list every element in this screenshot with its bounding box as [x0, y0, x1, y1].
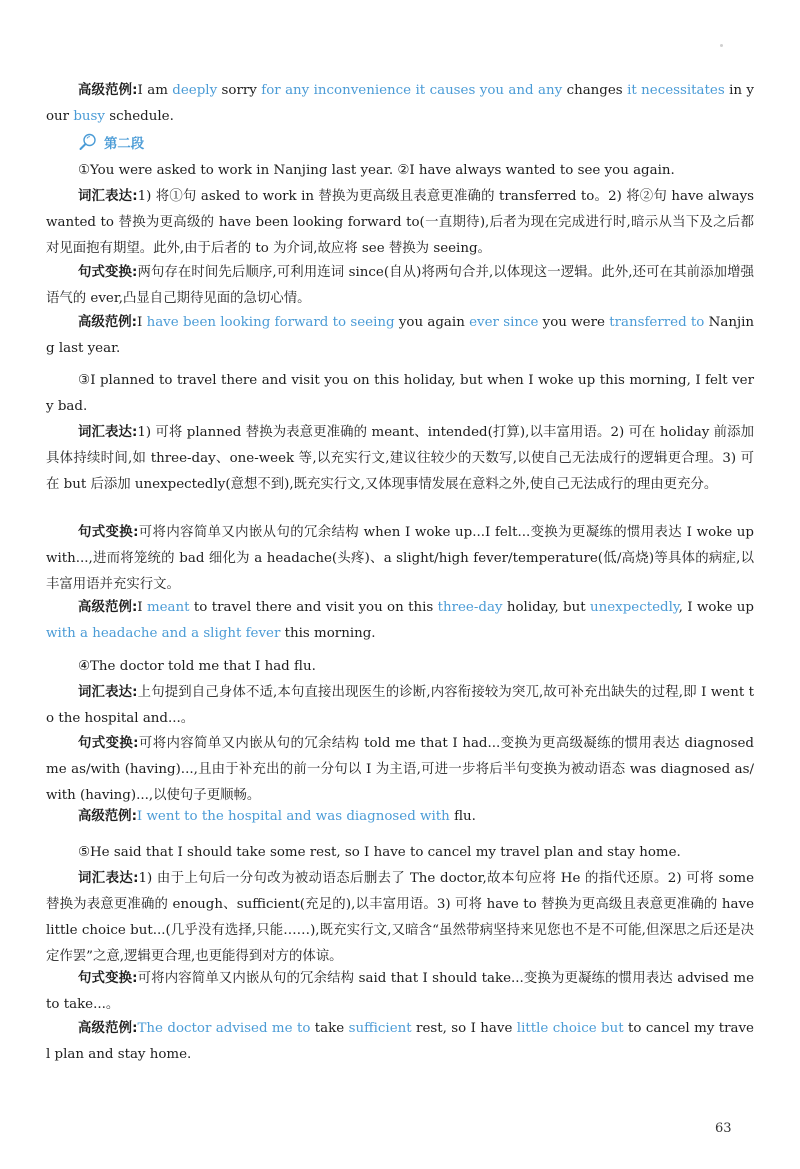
- plain-phrase: schedule.: [104, 109, 174, 124]
- page-number: 63: [715, 1121, 732, 1136]
- highlighted-phrase: three-day: [437, 600, 503, 615]
- highlighted-phrase: little choice but: [516, 1021, 624, 1036]
- example-block-4: 高级范例:I went to the hospital and was diagnosed with flu.: [78, 809, 476, 824]
- highlighted-phrase: have been looking forward to seeing: [146, 315, 395, 330]
- vocab-block-3: 词汇表达:1) 可将 planned 替换为表意更准确的 meant、intended(打算),以丰富用语。2) 可在 holiday 前添加具体持续时间,如 three-day、one-week 等,以充实行文,建议往较少的天数写,以使自己无法成行的逻辑更合理。3) 可在 but 后添加 unexpectedly(意想不到),既充实行文,又体现事情发展在意料之外,使自己无法成行的理由更充分。: [46, 425, 754, 492]
- label-example: 高级范例: [78, 83, 133, 98]
- syntax-block-5: 句式变换:可将内容简单又内嵌从句的冗余结构 said that I should take...变换为更凝练的惯用表达 advised me to take...。: [46, 971, 755, 1012]
- highlighted-phrase: with a headache and a slight fever: [46, 626, 281, 641]
- example-text: [46, 315, 754, 356]
- example-block-3: 高级范例:I meant to travel there and visit you on this three-day holiday, but unexpectedly, I woke up with a headache and a slight fever this morning.: [46, 600, 755, 641]
- highlighted-phrase: it necessitates: [627, 83, 725, 98]
- syntax-text: 可将内容简单又内嵌从句的冗余结构 told me that I had...变换为更高级凝练的惯用表达 diagnosed me as/with (having)...,且由于补充出的前一分句以 I 为主语,可进一步将后半句变换为被动语态 was diagnosed as/with (having)...,以使句子更顺畅。: [46, 736, 755, 803]
- highlighted-phrase: meant: [146, 600, 190, 615]
- label-vocab: 词汇表达: [78, 189, 133, 204]
- label-example: 高级范例: [78, 315, 132, 330]
- syntax-block-3: 句式变换:可将内容简单又内嵌从句的冗余结构 when I woke up...I felt...变换为更凝练的惯用表达 I woke up with...,进而将笼统的 bad 细化为 a headache(头疼)、a slight/high fever/temperature(低/高烧)等具体的病症,以丰富用语并充实行文。: [46, 525, 754, 592]
- plain-phrase: rest, so I have: [411, 1021, 517, 1036]
- plain-phrase: changes: [562, 83, 628, 98]
- plain-phrase: , I woke up: [678, 600, 755, 615]
- vocab-text: 1) 可将 planned 替换为表意更准确的 meant、intended(打算),以丰富用语。2) 可在 holiday 前添加具体持续时间,如 three-day、one-week 等,以充实行文,建议往较少的天数写,以使自己无法成行的逻辑更合理。3) 可在 but 后添加 unexpectedly(意想不到),既充实行文,又体现事情发展在意料之外,使自己无法成行的理由更充分。: [46, 425, 754, 492]
- vocab-block-4: 词汇表达:上句提到自己身体不适,本句直接出现医生的诊断,内容衔接较为突兀,故可补充出缺失的过程,即 I went to the hospital and...。: [46, 685, 755, 726]
- vocab-text: 1) 由于上句后一分句改为被动语态后删去了 The doctor,故本句应将 He 的指代还原。2) 可将 some 替换为表意更准确的 enough、sufficient(充足的),以丰富用语。3) 可将 have to 替换为更高级且表意更准确的 have little choice but...(几乎没有选择,只能……),既充实行文,又暗含“虽然带病坚持来见您也不是不可能,但深思之后还是决定作罢”之意,逻辑更合理,也更能得到对方的体谅。: [46, 871, 754, 964]
- highlighted-phrase: deeply: [172, 83, 218, 98]
- plain-phrase: to cancel my travel plan and stay home.: [46, 1021, 754, 1062]
- highlighted-phrase: busy: [73, 109, 105, 124]
- label-example: 高级范例: [78, 809, 132, 824]
- highlighted-phrase: sufficient: [348, 1021, 412, 1036]
- plain-phrase: sorry: [217, 83, 262, 98]
- plain-phrase: you were: [538, 315, 610, 330]
- source-sentence-4: ④The doctor told me that I had flu.: [78, 659, 316, 674]
- vocab-text: 上句提到自己身体不适,本句直接出现医生的诊断,内容衔接较为突兀,故可补充出缺失的过程,即 I went to the hospital and...。: [46, 685, 755, 726]
- vocab-text: 1) 将①句 asked to work in 替换为更高级且表意更准确的 transferred to。2) 将②句 have always wanted to 替换为更高级的 have been looking forward to(一直期待),后者为现在完成进行时,暗示从当下及之后都对见面抱有期望。此外,由于后者的 to 为介词,故应将 see 替换为 seeing。: [46, 189, 755, 256]
- label-example: 高级范例: [78, 1021, 133, 1036]
- syntax-block-1: 句式变换:两句存在时间先后顺序,可利用连词 since(自从)将两句合并,以体现这一逻辑。此外,还可在其前添加增强语气的 ever,凸显自己期待见面的急切心情。: [46, 265, 754, 306]
- syntax-block-4: 句式变换:可将内容简单又内嵌从句的冗余结构 told me that I had...变换为更高级凝练的惯用表达 diagnosed me as/with (having)...,且由于补充出的前一分句以 I 为主语,可进一步将后半句变换为被动语态 was diagnosed as/with (having)...,以使句子更顺畅。: [46, 736, 755, 803]
- label-syntax: 句式变换: [78, 265, 132, 280]
- highlighted-phrase: unexpectedly: [589, 600, 679, 615]
- source-sentence-5: ⑤He said that I should take some rest, so I have to cancel my travel plan and stay home.: [78, 845, 681, 860]
- section-title: 第二段: [104, 136, 145, 152]
- section-header: [78, 131, 144, 153]
- plain-phrase: this morning.: [280, 626, 376, 641]
- label-syntax: 句式变换: [78, 736, 134, 751]
- corner-mark: [720, 44, 723, 47]
- syntax-text: 两句存在时间先后顺序,可利用连词 since(自从)将两句合并,以体现这一逻辑。此外,还可在其前添加增强语气的 ever,凸显自己期待见面的急切心情。: [46, 265, 754, 306]
- plain-phrase: take: [310, 1021, 349, 1036]
- source-sentence-3: ③I planned to travel there and visit you on this holiday, but when I woke up this morning, I felt very bad.: [46, 373, 754, 414]
- highlighted-phrase: transferred to: [609, 315, 705, 330]
- plain-phrase: flu.: [449, 809, 476, 824]
- label-vocab: 词汇表达: [78, 871, 134, 886]
- highlighted-phrase: The doctor advised me to: [137, 1021, 311, 1036]
- plain-phrase: I am: [137, 83, 173, 98]
- example-text: [46, 600, 754, 641]
- plain-phrase: you again: [394, 315, 470, 330]
- example-text: [137, 809, 476, 824]
- example-block-intro: 高级范例:I am deeply sorry for any inconvenience it causes you and any changes it necessitates in your busy schedule.: [46, 83, 754, 124]
- example-block-5: 高级范例:The doctor advised me to take sufficient rest, so I have little choice but to cancel my travel plan and stay home.: [46, 1021, 754, 1062]
- highlighted-phrase: ever since: [469, 315, 539, 330]
- label-syntax: 句式变换: [78, 971, 133, 986]
- label-example: 高级范例: [78, 600, 132, 615]
- label-syntax: 句式变换: [78, 525, 134, 540]
- example-block-1: 高级范例:I have been looking forward to seeing you again ever since you were transferred to Nanjing last year.: [46, 315, 755, 356]
- label-vocab: 词汇表达: [78, 425, 132, 440]
- syntax-text: 可将内容简单又内嵌从句的冗余结构 when I woke up...I felt...变换为更凝练的惯用表达 I woke up with...,进而将笼统的 bad 细化为 a headache(头疼)、a slight/high fever/temperature(低/高烧)等具体的病症,以丰富用语并充实行文。: [46, 525, 754, 592]
- label-vocab: 词汇表达: [78, 685, 133, 700]
- example-text: [46, 83, 754, 124]
- plain-phrase: Nanjing last year.: [46, 315, 755, 356]
- plain-phrase: to travel there and visit you on this: [189, 600, 438, 615]
- plain-phrase: holiday, but: [502, 600, 590, 615]
- plain-phrase: I: [137, 600, 147, 615]
- plain-phrase: in your: [46, 83, 754, 124]
- highlighted-phrase: I went to the hospital and was diagnosed with: [136, 809, 450, 824]
- magnifier-icon: [78, 132, 98, 152]
- example-text: [46, 1021, 754, 1062]
- vocab-block-5: 词汇表达:1) 由于上句后一分句改为被动语态后删去了 The doctor,故本句应将 He 的指代还原。2) 可将 some 替换为表意更准确的 enough、sufficient(充足的),以丰富用语。3) 可将 have to 替换为更高级且表意更准确的 have little choice but...(几乎没有选择,只能……),既充实行文,又暗含“虽然带病坚持来见您也不是不可能,但深思之后还是决定作罢”之意,逻辑更合理,也更能得到对方的体谅。: [46, 871, 754, 964]
- highlighted-phrase: for any inconvenience it causes you and any: [261, 83, 563, 98]
- vocab-block-1: 词汇表达:1) 将①句 asked to work in 替换为更高级且表意更准确的 transferred to。2) 将②句 have always wanted to 替换为更高级的 have been looking forward to(一直期待),后者为现在完成进行时,暗示从当下及之后都对见面抱有期望。此外,由于后者的 to 为介词,故应将 see 替换为 seeing。: [46, 189, 755, 256]
- syntax-text: 可将内容简单又内嵌从句的冗余结构 said that I should take...变换为更凝练的惯用表达 advised me to take...。: [46, 971, 755, 1012]
- plain-phrase: I: [137, 315, 147, 330]
- source-sentence-1: ①You were asked to work in Nanjing last year. ②I have always wanted to see you again.: [78, 163, 675, 178]
